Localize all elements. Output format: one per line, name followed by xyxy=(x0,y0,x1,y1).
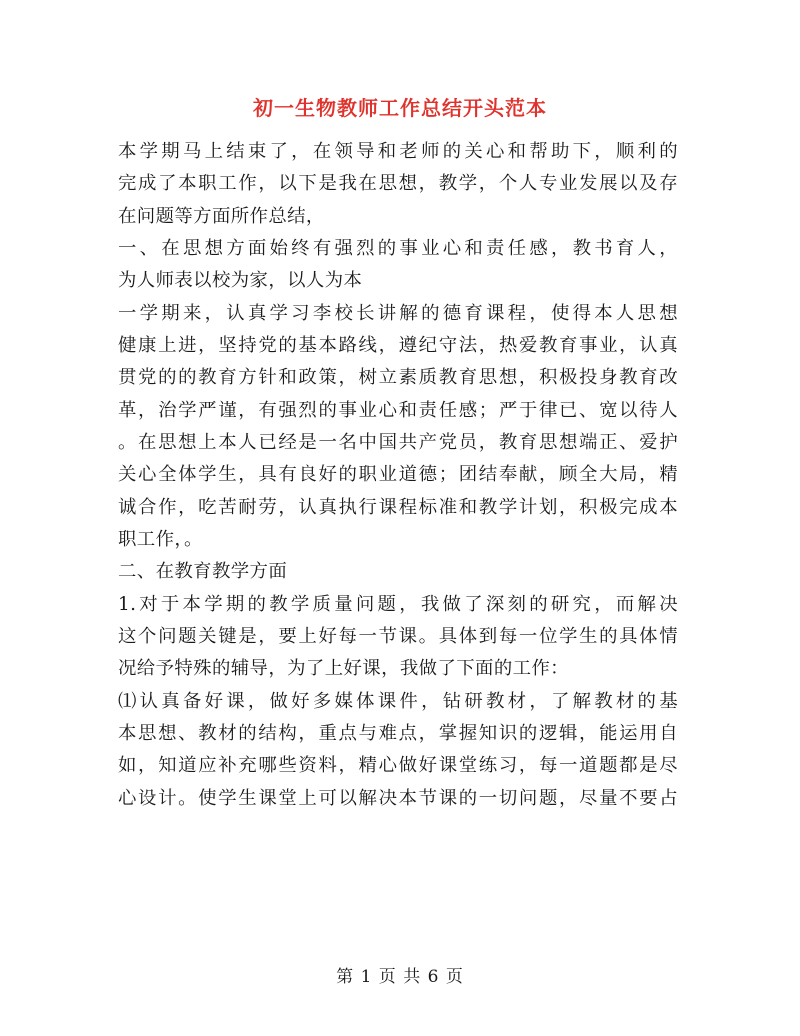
body-line: 这个问题关键是，要上好每一节课。具体到每一位学生的具体情 xyxy=(118,626,678,647)
body-line: 本思想、教材的结构，重点与难点，掌握知识的逻辑，能运用自 xyxy=(118,723,678,744)
body-line: 如，知道应补充哪些资料，精心做好课堂练习，每一道题都是尽 xyxy=(118,755,678,776)
body-line: 1.对于本学期的教学质量问题，我做了深刻的研究，而解决 xyxy=(118,594,678,615)
document-title: 初一生物教师工作总结开头范本 xyxy=(253,96,547,120)
body-line: 为人师表以校为家，以人为本 xyxy=(118,270,363,291)
body-line: ⑴认真备好课，做好多媒体课件，钻研教材，了解教材的基 xyxy=(118,691,678,712)
section-heading: 二、在教育教学方面 xyxy=(118,561,288,582)
body-line: 心设计。使学生课堂上可以解决本节课的一切问题，尽量不要占 xyxy=(118,788,678,809)
body-line: 健康上进，坚持党的基本路线，遵纪守法，热爱教育事业，认真 xyxy=(118,335,678,356)
body-line: 在问题等方面所作总结， xyxy=(118,206,325,227)
body-line: 关心全体学生，具有良好的职业道德；团结奉献，顾全大局，精 xyxy=(118,464,678,485)
page-number: 第 1 页 共 6 页 xyxy=(336,967,464,987)
body-line: 革，治学严谨，有强烈的事业心和责任感；严于律已、宽以待人 xyxy=(118,400,678,421)
body-line: 完成了本职工作，以下是我在思想，教学，个人专业发展以及存 xyxy=(118,173,678,194)
body-line: 。在思想上本人已经是一名中国共产党员，教育思想端正、爱护 xyxy=(118,432,678,453)
body-line: 本学期马上结束了，在领导和老师的关心和帮助下，顺利的 xyxy=(118,141,678,162)
body-line: 一学期来，认真学习李校长讲解的德育课程，使得本人思想 xyxy=(118,303,678,324)
body-line: 一、在思想方面始终有强烈的事业心和责任感，教书育人， xyxy=(118,238,678,259)
body-line: 职工作，。 xyxy=(118,529,203,550)
body-line: 贯党的的教育方针和政策，树立素质教育思想，积极投身教育改 xyxy=(118,367,678,388)
body-line: 诚合作，吃苦耐劳，认真执行课程标准和教学计划，积极完成本 xyxy=(118,497,678,518)
body-line: 况给予特殊的辅导，为了上好课，我做了下面的工作： xyxy=(118,658,569,679)
